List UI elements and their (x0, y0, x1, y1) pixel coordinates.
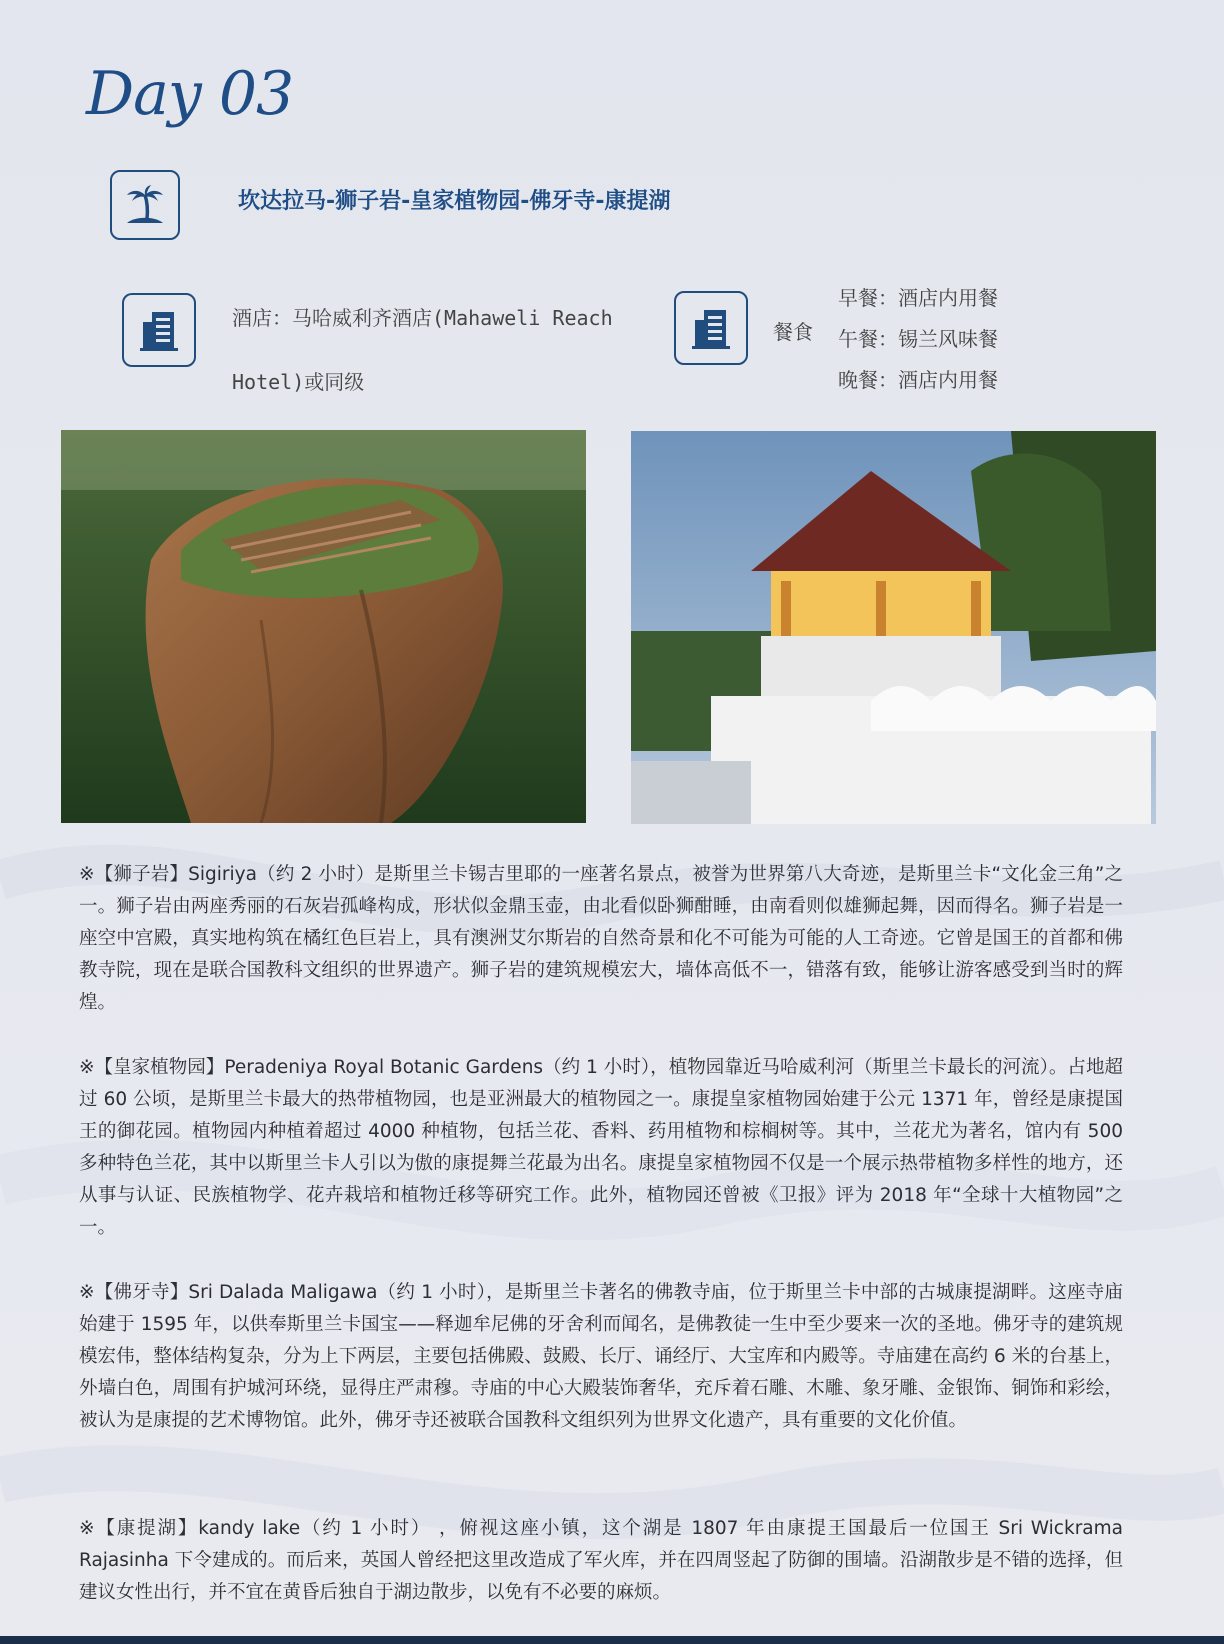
palm-island-icon (110, 170, 180, 240)
paragraph-sigiriya: ※【狮子岩】Sigiriya（约 2 小时）是斯里兰卡锡吉里耶的一座著名景点，被誉为世界第八大奇迹，是斯里兰卡“文化金三角”之一。狮子岩由两座秀丽的石灰岩孤峰构成，形状似金鼎玉壶，由北看似卧狮酣睡，由南看则似雄狮起舞，因而得名。狮子岩是一座空中宫殿，真实地构筑在橘红色巨岩上，具有澳洲艾尔斯岩的自然奇景和化不可能为可能的人工奇迹。它曾是国王的首都和佛教寺院，现在是联合国教科文组织的世界遗产。狮子岩的建筑规模宏大，墙体高低不一，错落有致，能够让游客感受到当时的辉煌。 (79, 864, 1123, 1013)
temple-of-tooth-photo (631, 431, 1156, 824)
hotel-building-icon (122, 293, 196, 367)
meal-lunch: 午餐：锡兰风味餐 (838, 327, 998, 351)
paragraph-botanic-gardens: ※【皇家植物园】Peradeniya Royal Botanic Gardens（约 1 小时），植物园靠近马哈威利河（斯里兰卡最长的河流）。占地超过 60 公顷，是斯里兰卡最大的热带植物园，也是亚洲最大的植物园之一。康提皇家植物园始建于公元 1371 年，曾经是康提国王的御花园。植物园内种植着超过 4000 种植物，包括兰花、香料、药用植物和棕榈树等。其中，兰花尤为著名，馆内有 500 多种特色兰花，其中以斯里兰卡人引以为傲的康提舞兰花最为出名。康提皇家植物园不仅是一个展示热带植物多样性的地方，还从事与认证、民族植物学、花卉栽培和植物迁移等研究工作。此外，植物园还曾被《卫报》评为 2018 年“全球十大植物园”之一。 (79, 1057, 1123, 1238)
meal-breakfast: 早餐：酒店内用餐 (838, 286, 998, 310)
meal-list (838, 278, 998, 401)
sigiriya-rock-photo (61, 430, 586, 823)
paragraph-kandy-lake: ※【康提湖】kandy lake（约 1 小时） ，俯视这座小镇，这个湖是 1807 年由康提王国最后一位国王 Sri Wickrama Rajasinha 下令建成的。而后来，英国人曾经把这里改造成了军火库，并在四周竖起了防御的围墙。沿湖散步是不错的选择，但建议女性出行，并不宜在黄昏后独自于湖边散步，以免有不必要的麻烦。 (79, 1518, 1123, 1603)
meal-label: 餐食 (773, 320, 813, 344)
hotel-info: 酒店：马哈威利齐酒店(Mahaweli Reach Hotel)或同级 (232, 306, 613, 394)
bottom-bar (0, 1636, 1224, 1644)
route-title: 坎达拉马-狮子岩-皇家植物园-佛牙寺-康提湖 (238, 189, 671, 214)
paragraph-temple-of-tooth: ※【佛牙寺】Sri Dalada Maligawa（约 1 小时），是斯里兰卡著名的佛教寺庙，位于斯里兰卡中部的古城康提湖畔。这座寺庙始建于 1595 年，以供奉斯里兰卡国宝——释迦牟尼佛的牙舍利而闻名，是佛教徒一生中至少要来一次的圣地。佛牙寺的建筑规模宏伟，整体结构复杂，分为上下两层，主要包括佛殿、鼓殿、长厅、诵经厅、大宝库和内殿等。寺庙建在高约 6 米的台基上，外墙白色，周围有护城河环绕，显得庄严肃穆。寺庙的中心大殿装饰奢华，充斥着石雕、木雕、象牙雕、金银饰、铜饰和彩绘，被认为是康提的艺术博物馆。此外，佛牙寺还被联合国教科文组织列为世界文化遗产，具有重要的文化价值。 (79, 1282, 1123, 1431)
day-title: Day 03 (86, 59, 294, 129)
meal-building-icon (674, 291, 748, 365)
meal-dinner: 晚餐：酒店内用餐 (838, 368, 998, 392)
